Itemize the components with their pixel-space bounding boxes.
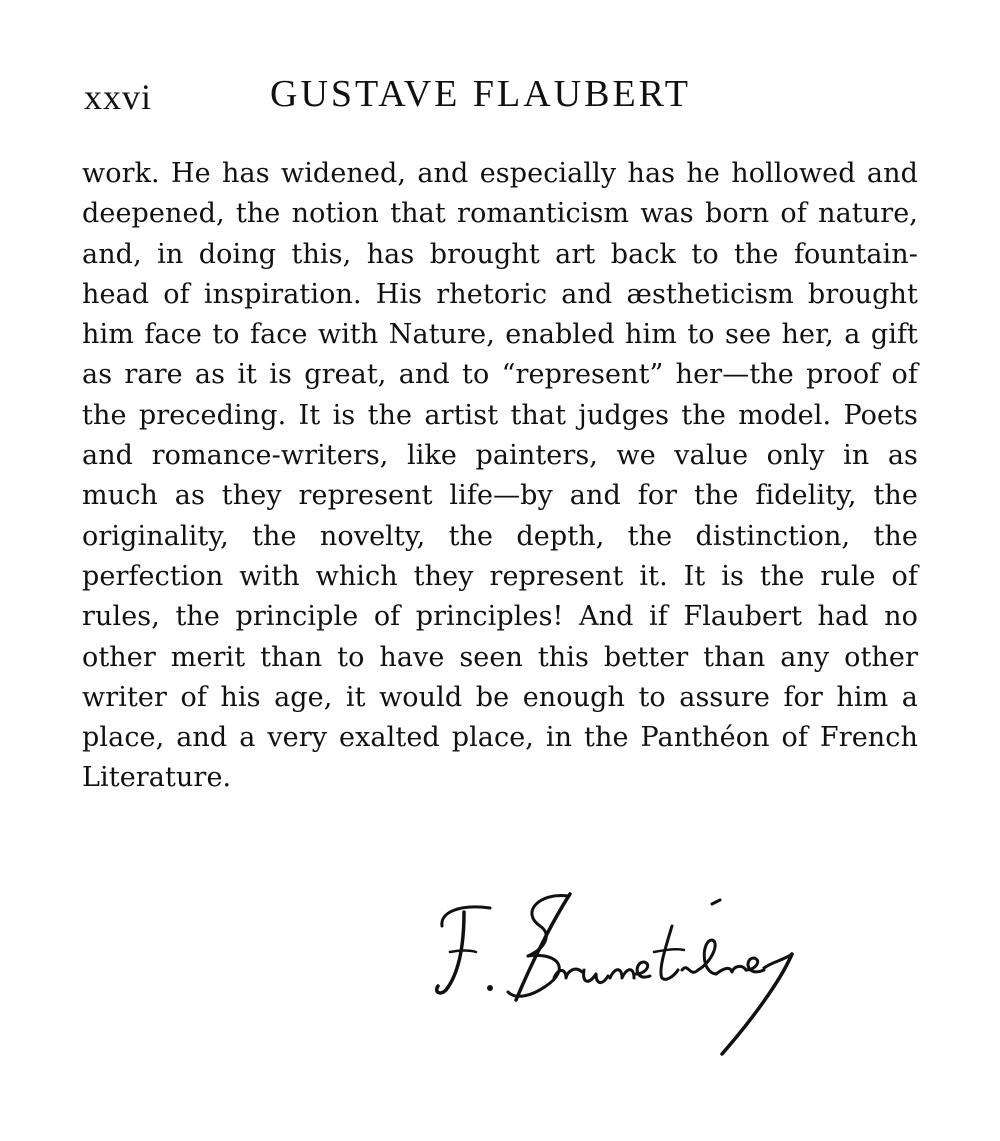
running-head [84, 72, 924, 122]
page-number: xxvi [84, 77, 153, 117]
author-signature [420, 882, 840, 1062]
signature-drawing [420, 882, 840, 1062]
body-paragraph: work. He has widened, and especially has he hollowed and deepened, the notion that romanticism was born of nature, and, in doing this, has brought art back to the fountain-head of inspiration. His rhetoric and æstheticism brought him face to face with Nature, enabled him to see her, a gift as rare as it is great, and to “represent” her—the proof of the preceding. It is the artist that judges the model. Poets and romance-writers, like painters, we value only in as much as they represent life—by and for the fidelity, the originality, the novelty, the depth, the distinction, the perfection with which they represent it. It is the rule of rules, the principle of principles! And if Flaubert had no other merit than to have seen this better than any other writer of his age, it would be enough to assure for him a place, and a very exalted place, in the Panthéon of French Literature. [82, 158, 918, 794]
book-title: GUSTAVE FLAUBERT [270, 73, 691, 115]
